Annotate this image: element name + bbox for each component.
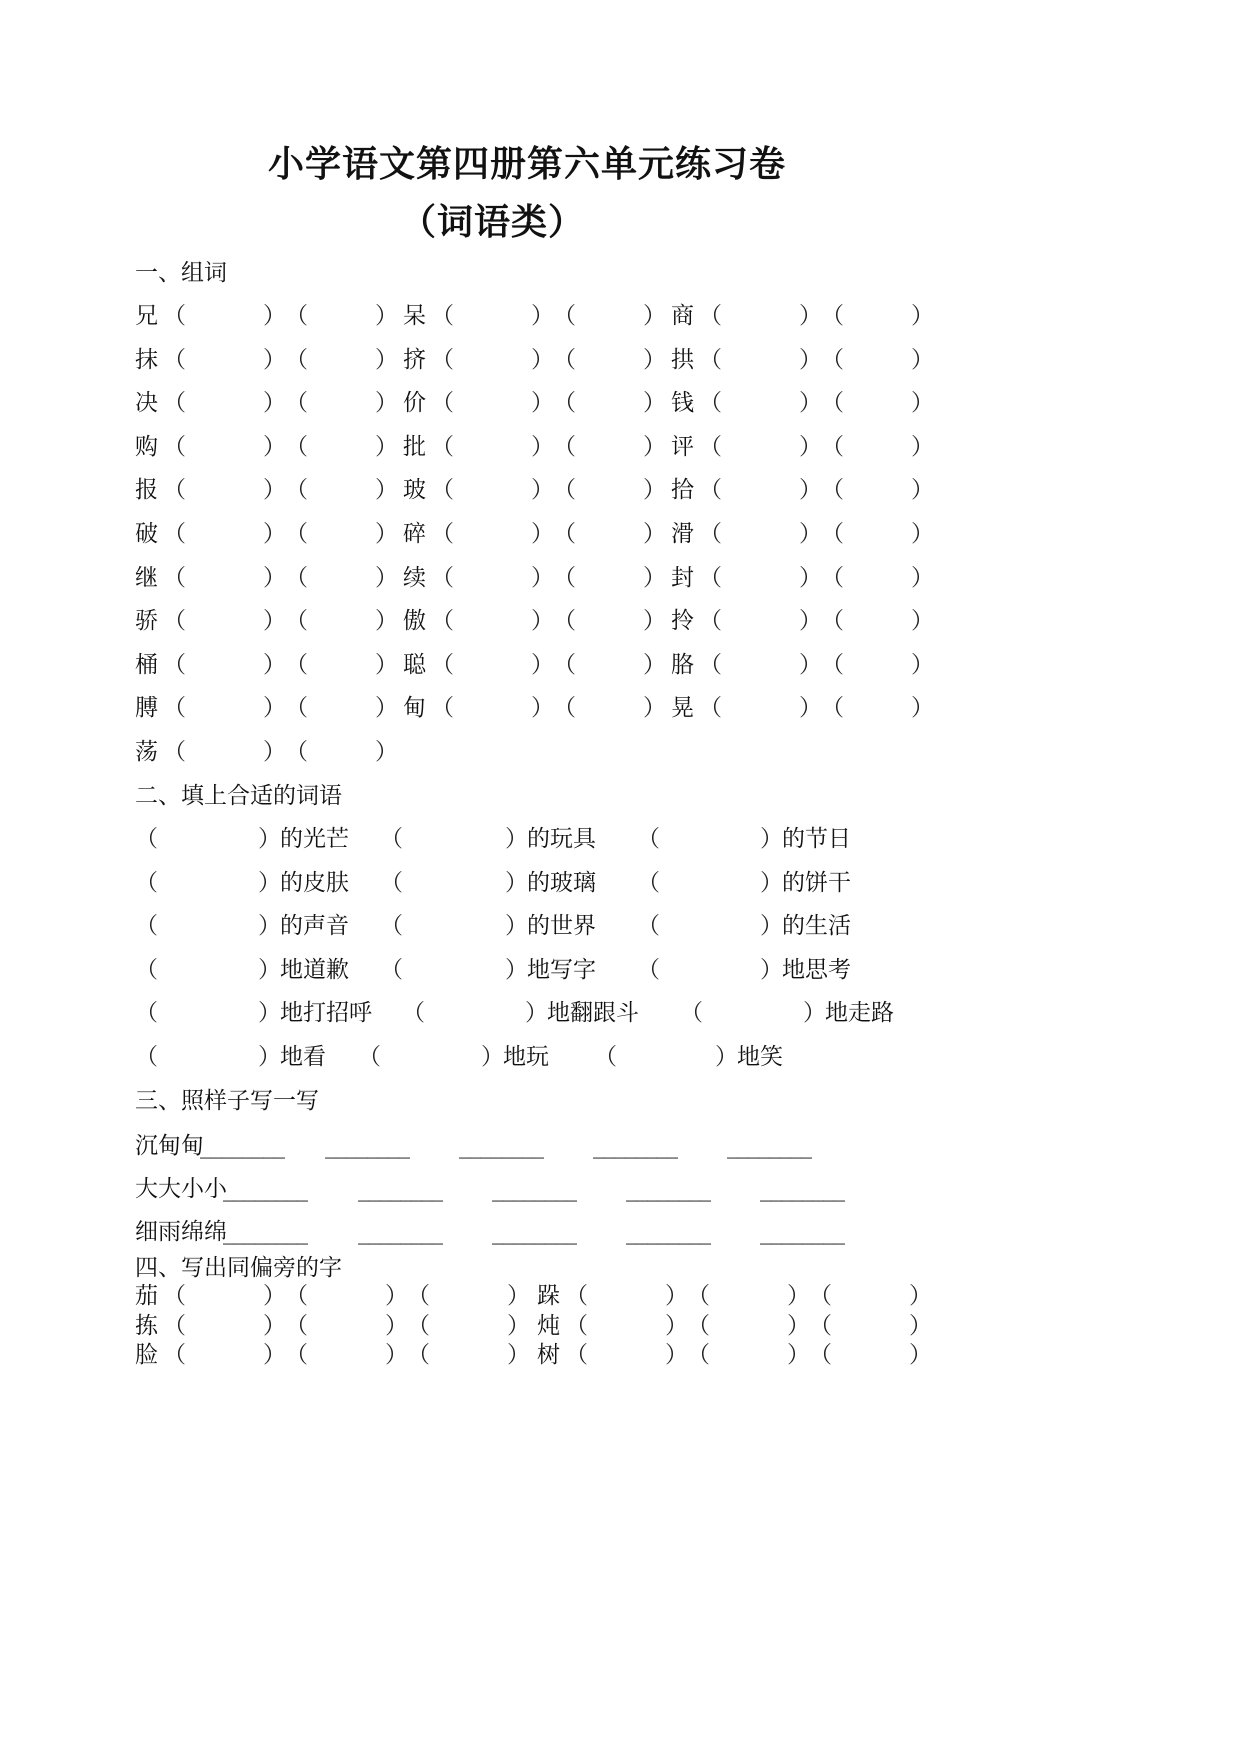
close-paren: ）: [787, 1342, 810, 1368]
character: 骄: [135, 608, 158, 634]
character: 玻: [403, 477, 426, 503]
open-paren: （: [431, 652, 454, 678]
character: 聪: [403, 652, 426, 678]
close-paren: ）: [643, 565, 666, 591]
open-paren: （: [163, 347, 186, 373]
open-paren: （: [135, 1000, 158, 1026]
close-paren: ）: [263, 652, 286, 678]
phrase-suffix: 地走路: [825, 1000, 894, 1026]
open-paren: （: [285, 1313, 308, 1339]
example-word: 细雨绵绵: [135, 1219, 227, 1245]
close-paren: ）: [911, 303, 934, 329]
character: 桶: [135, 652, 158, 678]
open-paren: （: [637, 826, 660, 852]
open-paren: （: [699, 695, 722, 721]
close-paren: ）: [799, 347, 822, 373]
open-paren: （: [821, 303, 844, 329]
open-paren: （: [431, 608, 454, 634]
close-paren: ）: [531, 565, 554, 591]
open-paren: （: [402, 1000, 425, 1026]
open-paren: （: [380, 870, 403, 896]
open-paren: （: [594, 1044, 617, 1070]
close-paren: ）: [505, 826, 528, 852]
character: 膊: [135, 695, 158, 721]
close-paren: ）: [643, 434, 666, 460]
character: 炖: [537, 1313, 560, 1339]
character: 荡: [135, 739, 158, 765]
close-paren: ）: [375, 477, 398, 503]
open-paren: （: [163, 1342, 186, 1368]
phrase-suffix: 的声音: [280, 913, 349, 939]
open-paren: （: [637, 957, 660, 983]
close-paren: ）: [258, 1044, 281, 1070]
open-paren: （: [163, 1313, 186, 1339]
open-paren: （: [565, 1342, 588, 1368]
open-paren: （: [687, 1313, 710, 1339]
close-paren: ）: [385, 1342, 408, 1368]
close-paren: ）: [507, 1283, 530, 1309]
open-paren: （: [163, 521, 186, 547]
open-paren: （: [553, 608, 576, 634]
close-paren: ）: [263, 608, 286, 634]
open-paren: （: [163, 434, 186, 460]
character: 续: [403, 565, 426, 591]
close-paren: ）: [665, 1283, 688, 1309]
open-paren: （: [553, 434, 576, 460]
close-paren: ）: [911, 347, 934, 373]
character: 碎: [403, 521, 426, 547]
close-paren: ）: [258, 1000, 281, 1026]
open-paren: （: [285, 390, 308, 416]
close-paren: ）: [909, 1313, 932, 1339]
phrase-suffix: 的节日: [782, 826, 851, 852]
character: 报: [135, 477, 158, 503]
close-paren: ）: [911, 390, 934, 416]
open-paren: （: [135, 826, 158, 852]
phrase-suffix: 的生活: [782, 913, 851, 939]
open-paren: （: [285, 695, 308, 721]
character: 跺: [537, 1283, 560, 1309]
character: 胳: [671, 652, 694, 678]
character: 拾: [671, 477, 694, 503]
close-paren: ）: [263, 1283, 286, 1309]
open-paren: （: [809, 1283, 832, 1309]
close-paren: ）: [665, 1313, 688, 1339]
close-paren: ）: [799, 695, 822, 721]
phrase-suffix: 地翻跟斗: [547, 1000, 639, 1026]
phrase-suffix: 的饼干: [782, 870, 851, 896]
open-paren: （: [407, 1283, 430, 1309]
phrase-suffix: 的世界: [527, 913, 596, 939]
character: 批: [403, 434, 426, 460]
close-paren: ）: [505, 957, 528, 983]
character: 评: [671, 434, 694, 460]
character: 傲: [403, 608, 426, 634]
open-paren: （: [285, 1283, 308, 1309]
close-paren: ）: [263, 477, 286, 503]
close-paren: ）: [799, 303, 822, 329]
page-title: 小学语文第四册第六单元练习卷: [268, 143, 787, 185]
close-paren: ）: [375, 608, 398, 634]
open-paren: （: [821, 695, 844, 721]
open-paren: （: [431, 565, 454, 591]
character: 继: [135, 565, 158, 591]
phrase-suffix: 地玩: [503, 1044, 549, 1070]
close-paren: ）: [909, 1342, 932, 1368]
close-paren: ）: [799, 652, 822, 678]
section-1-heading: 一、组词: [135, 260, 227, 286]
close-paren: ）: [911, 652, 934, 678]
section-2-heading: 二、填上合适的词语: [135, 783, 342, 809]
open-paren: （: [163, 652, 186, 678]
close-paren: ）: [481, 1044, 504, 1070]
character: 拱: [671, 347, 694, 373]
open-paren: （: [821, 477, 844, 503]
character: 抹: [135, 347, 158, 373]
close-paren: ）: [531, 303, 554, 329]
close-paren: ）: [505, 913, 528, 939]
phrase-suffix: 的皮肤: [280, 870, 349, 896]
close-paren: ）: [760, 826, 783, 852]
open-paren: （: [135, 957, 158, 983]
close-paren: ）: [263, 521, 286, 547]
close-paren: ）: [643, 608, 666, 634]
open-paren: （: [680, 1000, 703, 1026]
close-paren: ）: [787, 1283, 810, 1309]
close-paren: ）: [375, 390, 398, 416]
phrase-suffix: 地打招呼: [280, 1000, 372, 1026]
answer-blank: ________: [200, 1133, 284, 1159]
open-paren: （: [163, 303, 186, 329]
answer-blank: ________: [358, 1176, 442, 1202]
phrase-suffix: 地写字: [527, 957, 596, 983]
open-paren: （: [431, 303, 454, 329]
close-paren: ）: [507, 1342, 530, 1368]
open-paren: （: [553, 565, 576, 591]
answer-blank: ________: [626, 1219, 710, 1245]
answer-blank: ________: [626, 1176, 710, 1202]
open-paren: （: [431, 434, 454, 460]
close-paren: ）: [799, 608, 822, 634]
close-paren: ）: [643, 303, 666, 329]
close-paren: ）: [799, 477, 822, 503]
example-word: 沉甸甸: [135, 1133, 204, 1159]
open-paren: （: [553, 347, 576, 373]
open-paren: （: [821, 347, 844, 373]
close-paren: ）: [375, 739, 398, 765]
open-paren: （: [431, 695, 454, 721]
open-paren: （: [699, 608, 722, 634]
open-paren: （: [637, 870, 660, 896]
answer-blank: ________: [492, 1176, 576, 1202]
phrase-suffix: 的光芒: [280, 826, 349, 852]
close-paren: ）: [799, 521, 822, 547]
character: 挤: [403, 347, 426, 373]
open-paren: （: [358, 1044, 381, 1070]
open-paren: （: [163, 608, 186, 634]
open-paren: （: [821, 521, 844, 547]
character: 树: [537, 1342, 560, 1368]
close-paren: ）: [643, 695, 666, 721]
example-word: 大大小小: [135, 1176, 227, 1202]
close-paren: ）: [643, 477, 666, 503]
character: 兄: [135, 303, 158, 329]
open-paren: （: [553, 390, 576, 416]
open-paren: （: [699, 390, 722, 416]
open-paren: （: [431, 347, 454, 373]
close-paren: ）: [911, 565, 934, 591]
open-paren: （: [285, 347, 308, 373]
phrase-suffix: 地道歉: [280, 957, 349, 983]
answer-blank: ________: [325, 1133, 409, 1159]
close-paren: ）: [643, 652, 666, 678]
close-paren: ）: [375, 695, 398, 721]
open-paren: （: [163, 1283, 186, 1309]
open-paren: （: [553, 521, 576, 547]
character: 钱: [671, 390, 694, 416]
close-paren: ）: [263, 390, 286, 416]
open-paren: （: [285, 565, 308, 591]
close-paren: ）: [385, 1283, 408, 1309]
character: 滑: [671, 521, 694, 547]
close-paren: ）: [263, 434, 286, 460]
open-paren: （: [285, 434, 308, 460]
open-paren: （: [699, 652, 722, 678]
open-paren: （: [407, 1342, 430, 1368]
open-paren: （: [687, 1342, 710, 1368]
answer-blank: ________: [459, 1133, 543, 1159]
close-paren: ）: [531, 608, 554, 634]
open-paren: （: [285, 608, 308, 634]
character: 甸: [403, 695, 426, 721]
character: 拎: [671, 608, 694, 634]
section-4-heading: 四、写出同偏旁的字: [135, 1255, 342, 1281]
answer-blank: ________: [760, 1219, 844, 1245]
open-paren: （: [285, 1342, 308, 1368]
close-paren: ）: [760, 913, 783, 939]
close-paren: ）: [263, 1313, 286, 1339]
close-paren: ）: [258, 913, 281, 939]
close-paren: ）: [263, 565, 286, 591]
answer-blank: ________: [727, 1133, 811, 1159]
character: 购: [135, 434, 158, 460]
close-paren: ）: [375, 521, 398, 547]
answer-blank: ________: [492, 1219, 576, 1245]
phrase-suffix: 地笑: [737, 1044, 783, 1070]
open-paren: （: [380, 826, 403, 852]
open-paren: （: [637, 913, 660, 939]
character: 商: [671, 303, 694, 329]
close-paren: ）: [911, 521, 934, 547]
close-paren: ）: [258, 870, 281, 896]
open-paren: （: [699, 521, 722, 547]
character: 茄: [135, 1283, 158, 1309]
phrase-suffix: 地看: [280, 1044, 326, 1070]
open-paren: （: [699, 347, 722, 373]
open-paren: （: [699, 303, 722, 329]
answer-blank: ________: [760, 1176, 844, 1202]
page-subtitle: （词语类）: [400, 201, 586, 243]
open-paren: （: [699, 565, 722, 591]
open-paren: （: [687, 1283, 710, 1309]
close-paren: ）: [760, 870, 783, 896]
close-paren: ）: [531, 434, 554, 460]
character: 脸: [135, 1342, 158, 1368]
close-paren: ）: [531, 695, 554, 721]
close-paren: ）: [263, 739, 286, 765]
character: 晃: [671, 695, 694, 721]
open-paren: （: [285, 652, 308, 678]
close-paren: ）: [911, 608, 934, 634]
close-paren: ）: [665, 1342, 688, 1368]
close-paren: ）: [803, 1000, 826, 1026]
open-paren: （: [699, 477, 722, 503]
character: 封: [671, 565, 694, 591]
open-paren: （: [163, 477, 186, 503]
open-paren: （: [163, 390, 186, 416]
close-paren: ）: [715, 1044, 738, 1070]
close-paren: ）: [531, 347, 554, 373]
close-paren: ）: [375, 652, 398, 678]
open-paren: （: [431, 477, 454, 503]
open-paren: （: [431, 390, 454, 416]
close-paren: ）: [787, 1313, 810, 1339]
open-paren: （: [380, 957, 403, 983]
close-paren: ）: [385, 1313, 408, 1339]
close-paren: ）: [643, 347, 666, 373]
open-paren: （: [553, 477, 576, 503]
open-paren: （: [163, 739, 186, 765]
phrase-suffix: 的玻璃: [527, 870, 596, 896]
close-paren: ）: [531, 477, 554, 503]
character: 呆: [403, 303, 426, 329]
open-paren: （: [135, 913, 158, 939]
open-paren: （: [431, 521, 454, 547]
close-paren: ）: [258, 826, 281, 852]
character: 价: [403, 390, 426, 416]
open-paren: （: [135, 870, 158, 896]
phrase-suffix: 的玩具: [527, 826, 596, 852]
close-paren: ）: [507, 1313, 530, 1339]
phrase-suffix: 地思考: [782, 957, 851, 983]
close-paren: ）: [263, 1342, 286, 1368]
open-paren: （: [407, 1313, 430, 1339]
open-paren: （: [699, 434, 722, 460]
close-paren: ）: [505, 870, 528, 896]
close-paren: ）: [799, 390, 822, 416]
open-paren: （: [135, 1044, 158, 1070]
open-paren: （: [821, 652, 844, 678]
close-paren: ）: [799, 434, 822, 460]
close-paren: ）: [263, 303, 286, 329]
answer-blank: ________: [223, 1219, 307, 1245]
close-paren: ）: [525, 1000, 548, 1026]
close-paren: ）: [643, 521, 666, 547]
open-paren: （: [285, 477, 308, 503]
open-paren: （: [553, 652, 576, 678]
answer-blank: ________: [223, 1176, 307, 1202]
close-paren: ）: [643, 390, 666, 416]
close-paren: ）: [531, 652, 554, 678]
close-paren: ）: [375, 347, 398, 373]
open-paren: （: [821, 390, 844, 416]
close-paren: ）: [911, 477, 934, 503]
open-paren: （: [163, 695, 186, 721]
open-paren: （: [809, 1342, 832, 1368]
open-paren: （: [285, 521, 308, 547]
character: 拣: [135, 1313, 158, 1339]
character: 破: [135, 521, 158, 547]
open-paren: （: [821, 608, 844, 634]
open-paren: （: [821, 434, 844, 460]
answer-blank: ________: [593, 1133, 677, 1159]
close-paren: ）: [911, 434, 934, 460]
character: 决: [135, 390, 158, 416]
open-paren: （: [553, 695, 576, 721]
open-paren: （: [553, 303, 576, 329]
close-paren: ）: [263, 695, 286, 721]
open-paren: （: [565, 1313, 588, 1339]
close-paren: ）: [375, 434, 398, 460]
open-paren: （: [821, 565, 844, 591]
close-paren: ）: [799, 565, 822, 591]
open-paren: （: [285, 303, 308, 329]
section-3-heading: 三、照样子写一写: [135, 1088, 319, 1114]
close-paren: ）: [760, 957, 783, 983]
open-paren: （: [809, 1313, 832, 1339]
close-paren: ）: [375, 303, 398, 329]
open-paren: （: [565, 1283, 588, 1309]
open-paren: （: [163, 565, 186, 591]
close-paren: ）: [909, 1283, 932, 1309]
close-paren: ）: [375, 565, 398, 591]
close-paren: ）: [258, 957, 281, 983]
open-paren: （: [285, 739, 308, 765]
close-paren: ）: [531, 390, 554, 416]
close-paren: ）: [531, 521, 554, 547]
answer-blank: ________: [358, 1219, 442, 1245]
close-paren: ）: [263, 347, 286, 373]
open-paren: （: [380, 913, 403, 939]
close-paren: ）: [911, 695, 934, 721]
